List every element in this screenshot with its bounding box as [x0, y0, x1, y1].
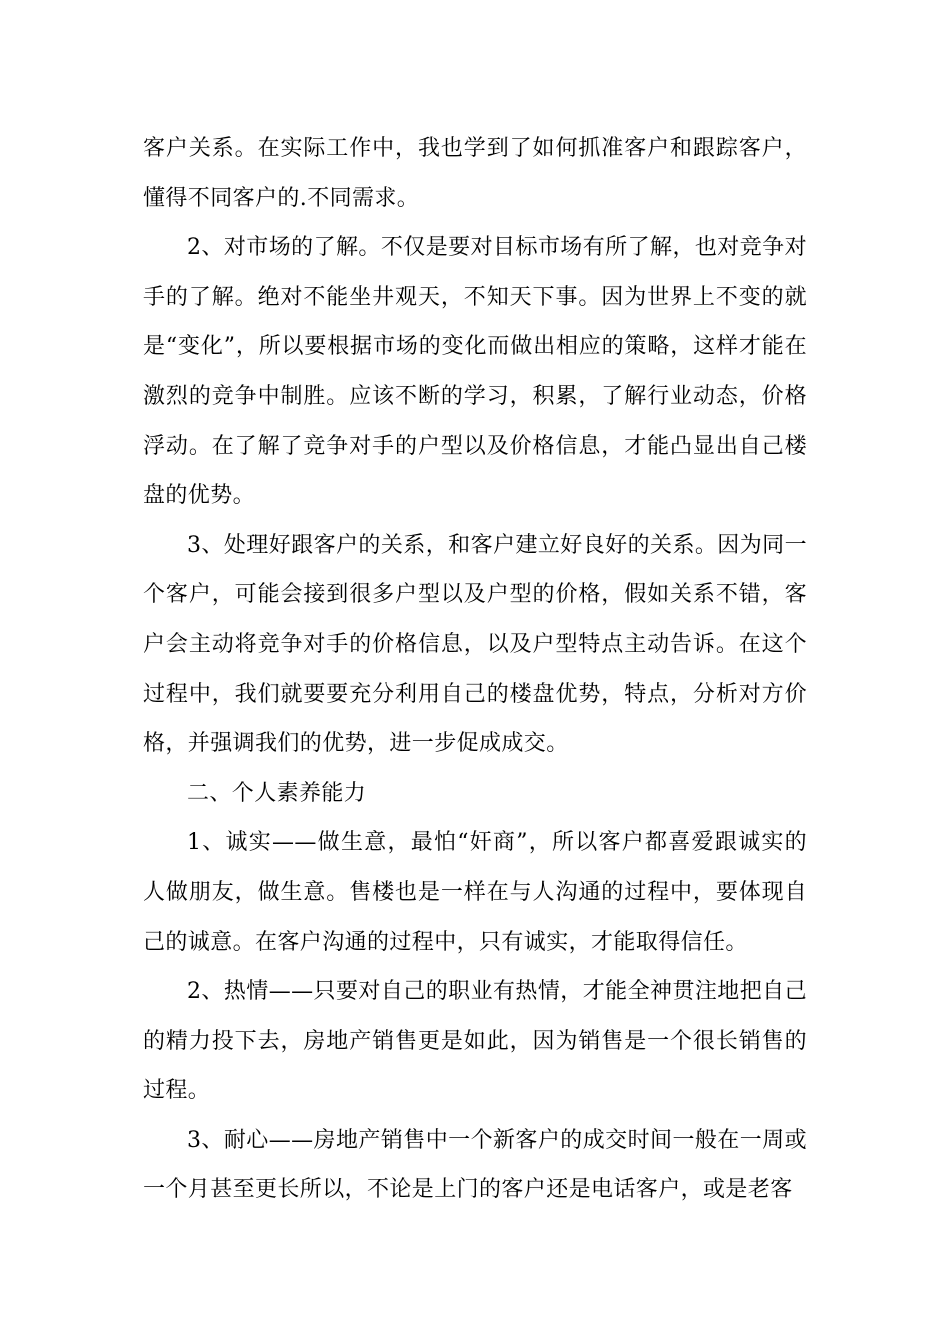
- paragraph-market-understanding: 2、对市场的了解。不仅是要对目标市场有所了解，也对竞争对手的了解。绝对不能坐井观天，不知天下事。因为世界上不变的就是“变化”，所以要根据市场的变化而做出相应的策略，这样才能在激烈的竞争中制胜。应该不断的学习，积累，了解行业动态，价格浮动。在了解了竞争对手的户型以及价格信息，才能凸显出自己楼盘的优势。: [143, 235, 807, 509]
- paragraph-patience: 3、耐心——房地产销售中一个新客户的成交时间一般在一周或一个月甚至更长所以，不论是上门的客户还是电话客户，或是老客: [143, 1127, 807, 1203]
- paragraph-enthusiasm: 2、热情——只要对自己的职业有热情，才能全神贯注地把自己的精力投下去，房地产销售更是如此，因为销售是一个很长销售的过程。: [143, 979, 807, 1104]
- document-body: [143, 124, 807, 1215]
- paragraph-honesty: 1、诚实——做生意，最怕“奸商”，所以客户都喜爱跟诚实的人做朋友，做生意。售楼也是一样在与人沟通的过程中，要体现自己的诚意。在客户沟通的过程中，只有诚实，才能取得信任。: [143, 830, 807, 955]
- section-heading-personal-quality: 二、个人素养能力: [187, 780, 367, 806]
- paragraph-customer-relationship: 3、处理好跟客户的关系，和客户建立好良好的关系。因为同一个客户，可能会接到很多户型以及户型的价格，假如关系不错，客户会主动将竞争对手的价格信息，以及户型特点主动告诉。在这个过程中，我们就要要充分利用自己的楼盘优势，特点，分析对方价格，并强调我们的优势，进一步促成成交。: [143, 532, 807, 757]
- paragraph-customer-relations-cont: 客户关系。在实际工作中，我也学到了如何抓准客户和跟踪客户，懂得不同客户的.不同需求。: [143, 136, 807, 211]
